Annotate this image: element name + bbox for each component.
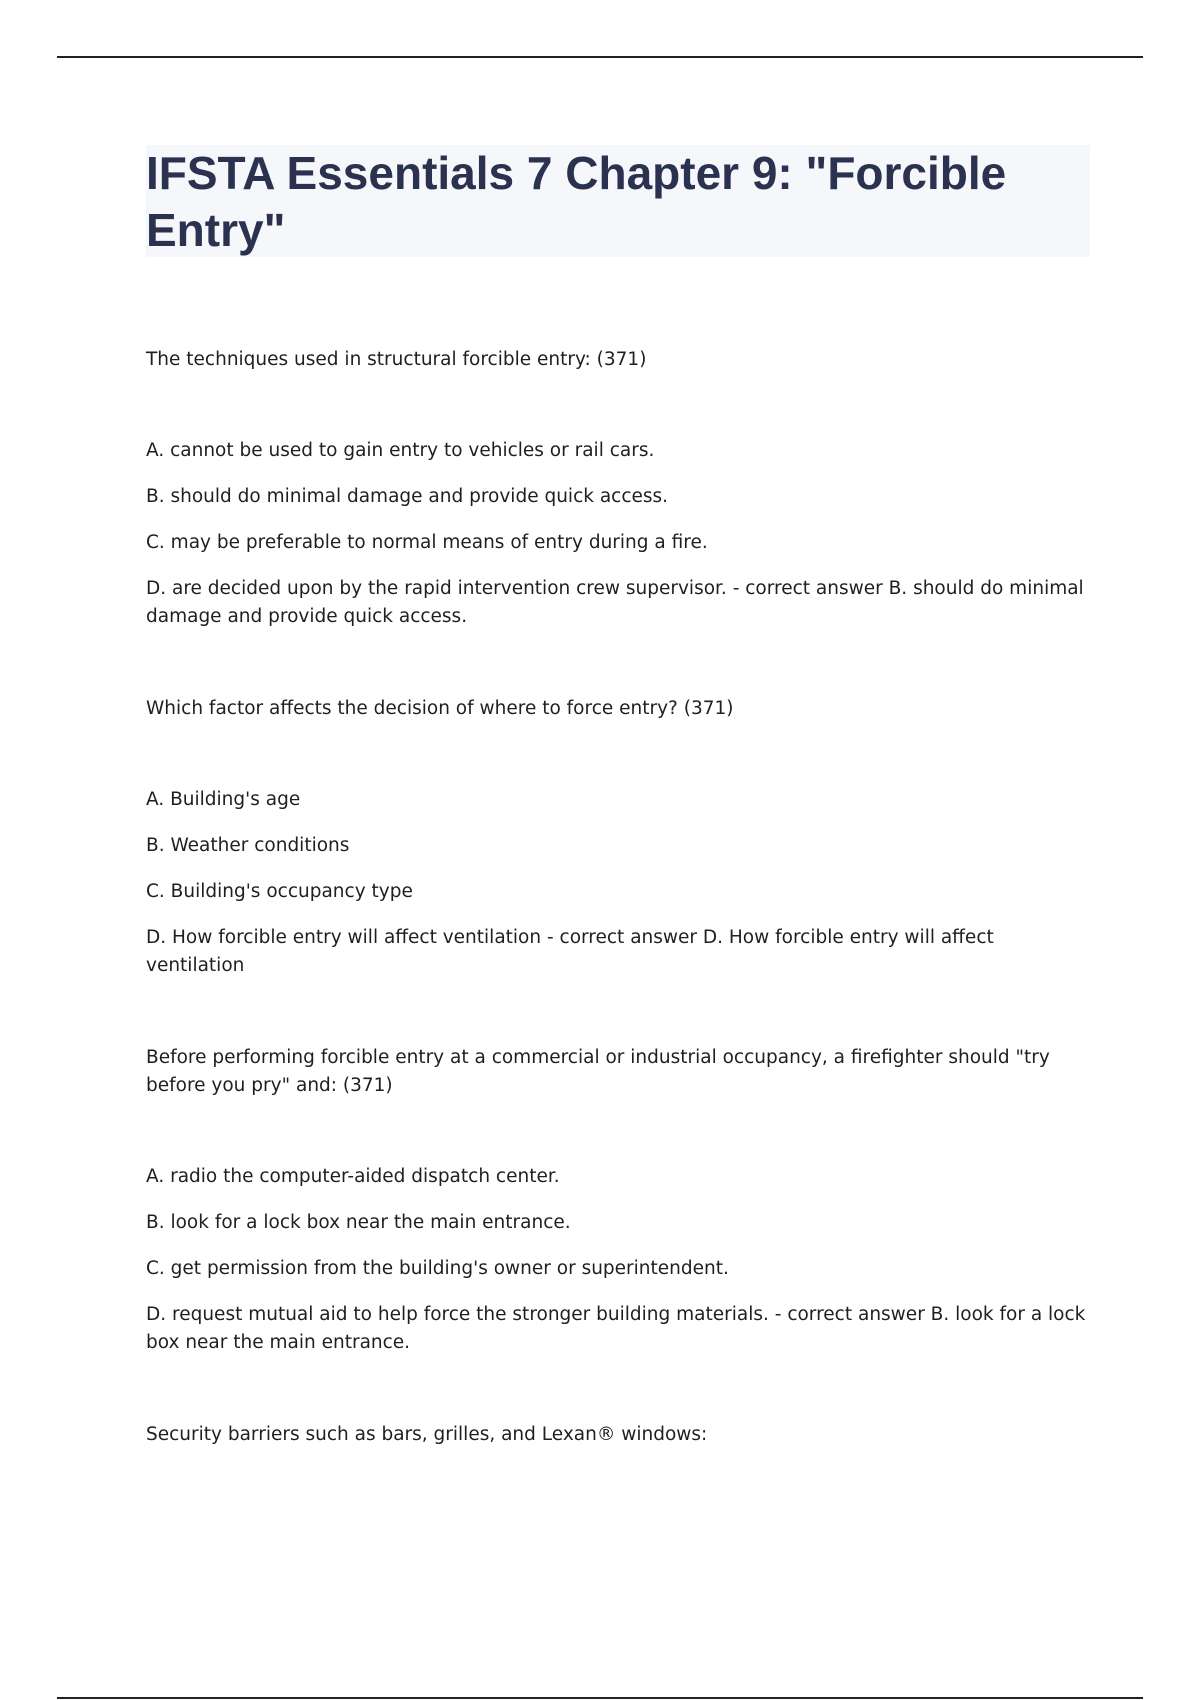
top-rule xyxy=(57,56,1143,58)
bottom-rule xyxy=(57,1697,1143,1699)
title-block xyxy=(146,145,1090,257)
answer-option: C. Building's occupancy type xyxy=(146,881,413,902)
answer-options xyxy=(146,786,1091,980)
answer-option: A. cannot be used to gain entry to vehicles or rail cars. xyxy=(146,440,655,461)
document-title: IFSTA Essentials 7 Chapter 9: "Forcible Entry" xyxy=(146,147,1007,256)
answer-option: D. How forcible entry will affect ventilation - correct answer D. How forcible entry will affect ventilation xyxy=(146,927,994,976)
question-block xyxy=(146,1421,1091,1449)
question-text: Before performing forcible entry at a commercial or industrial occupancy, a firefighter should "try before you pry" and: (371) xyxy=(146,1047,1050,1096)
answer-option: C. get permission from the building's owner or superintendent. xyxy=(146,1258,729,1279)
answer-option: D. are decided upon by the rapid intervention crew supervisor. - correct answer B. should do minimal damage and provide quick access. xyxy=(146,578,1084,627)
answer-option: B. look for a lock box near the main entrance. xyxy=(146,1212,571,1233)
question-block xyxy=(146,346,1091,631)
question-text: Which factor affects the decision of where to force entry? (371) xyxy=(146,698,734,719)
document-body xyxy=(146,346,1091,1449)
question-text: Security barriers such as bars, grilles, and Lexan® windows: xyxy=(146,1424,708,1445)
answer-option: C. may be preferable to normal means of entry during a fire. xyxy=(146,532,708,553)
question-block xyxy=(146,695,1091,980)
answer-options xyxy=(146,437,1091,631)
answer-option: B. should do minimal damage and provide quick access. xyxy=(146,486,669,507)
answer-option: A. radio the computer-aided dispatch center. xyxy=(146,1166,560,1187)
question-block xyxy=(146,1044,1091,1357)
answer-option: B. Weather conditions xyxy=(146,835,350,856)
answer-option: A. Building's age xyxy=(146,789,301,810)
answer-option: D. request mutual aid to help force the stronger building materials. - correct answer B. look for a lock box near the main entrance. xyxy=(146,1304,1086,1353)
answer-options xyxy=(146,1163,1091,1357)
question-text: The techniques used in structural forcible entry: (371) xyxy=(146,349,647,370)
